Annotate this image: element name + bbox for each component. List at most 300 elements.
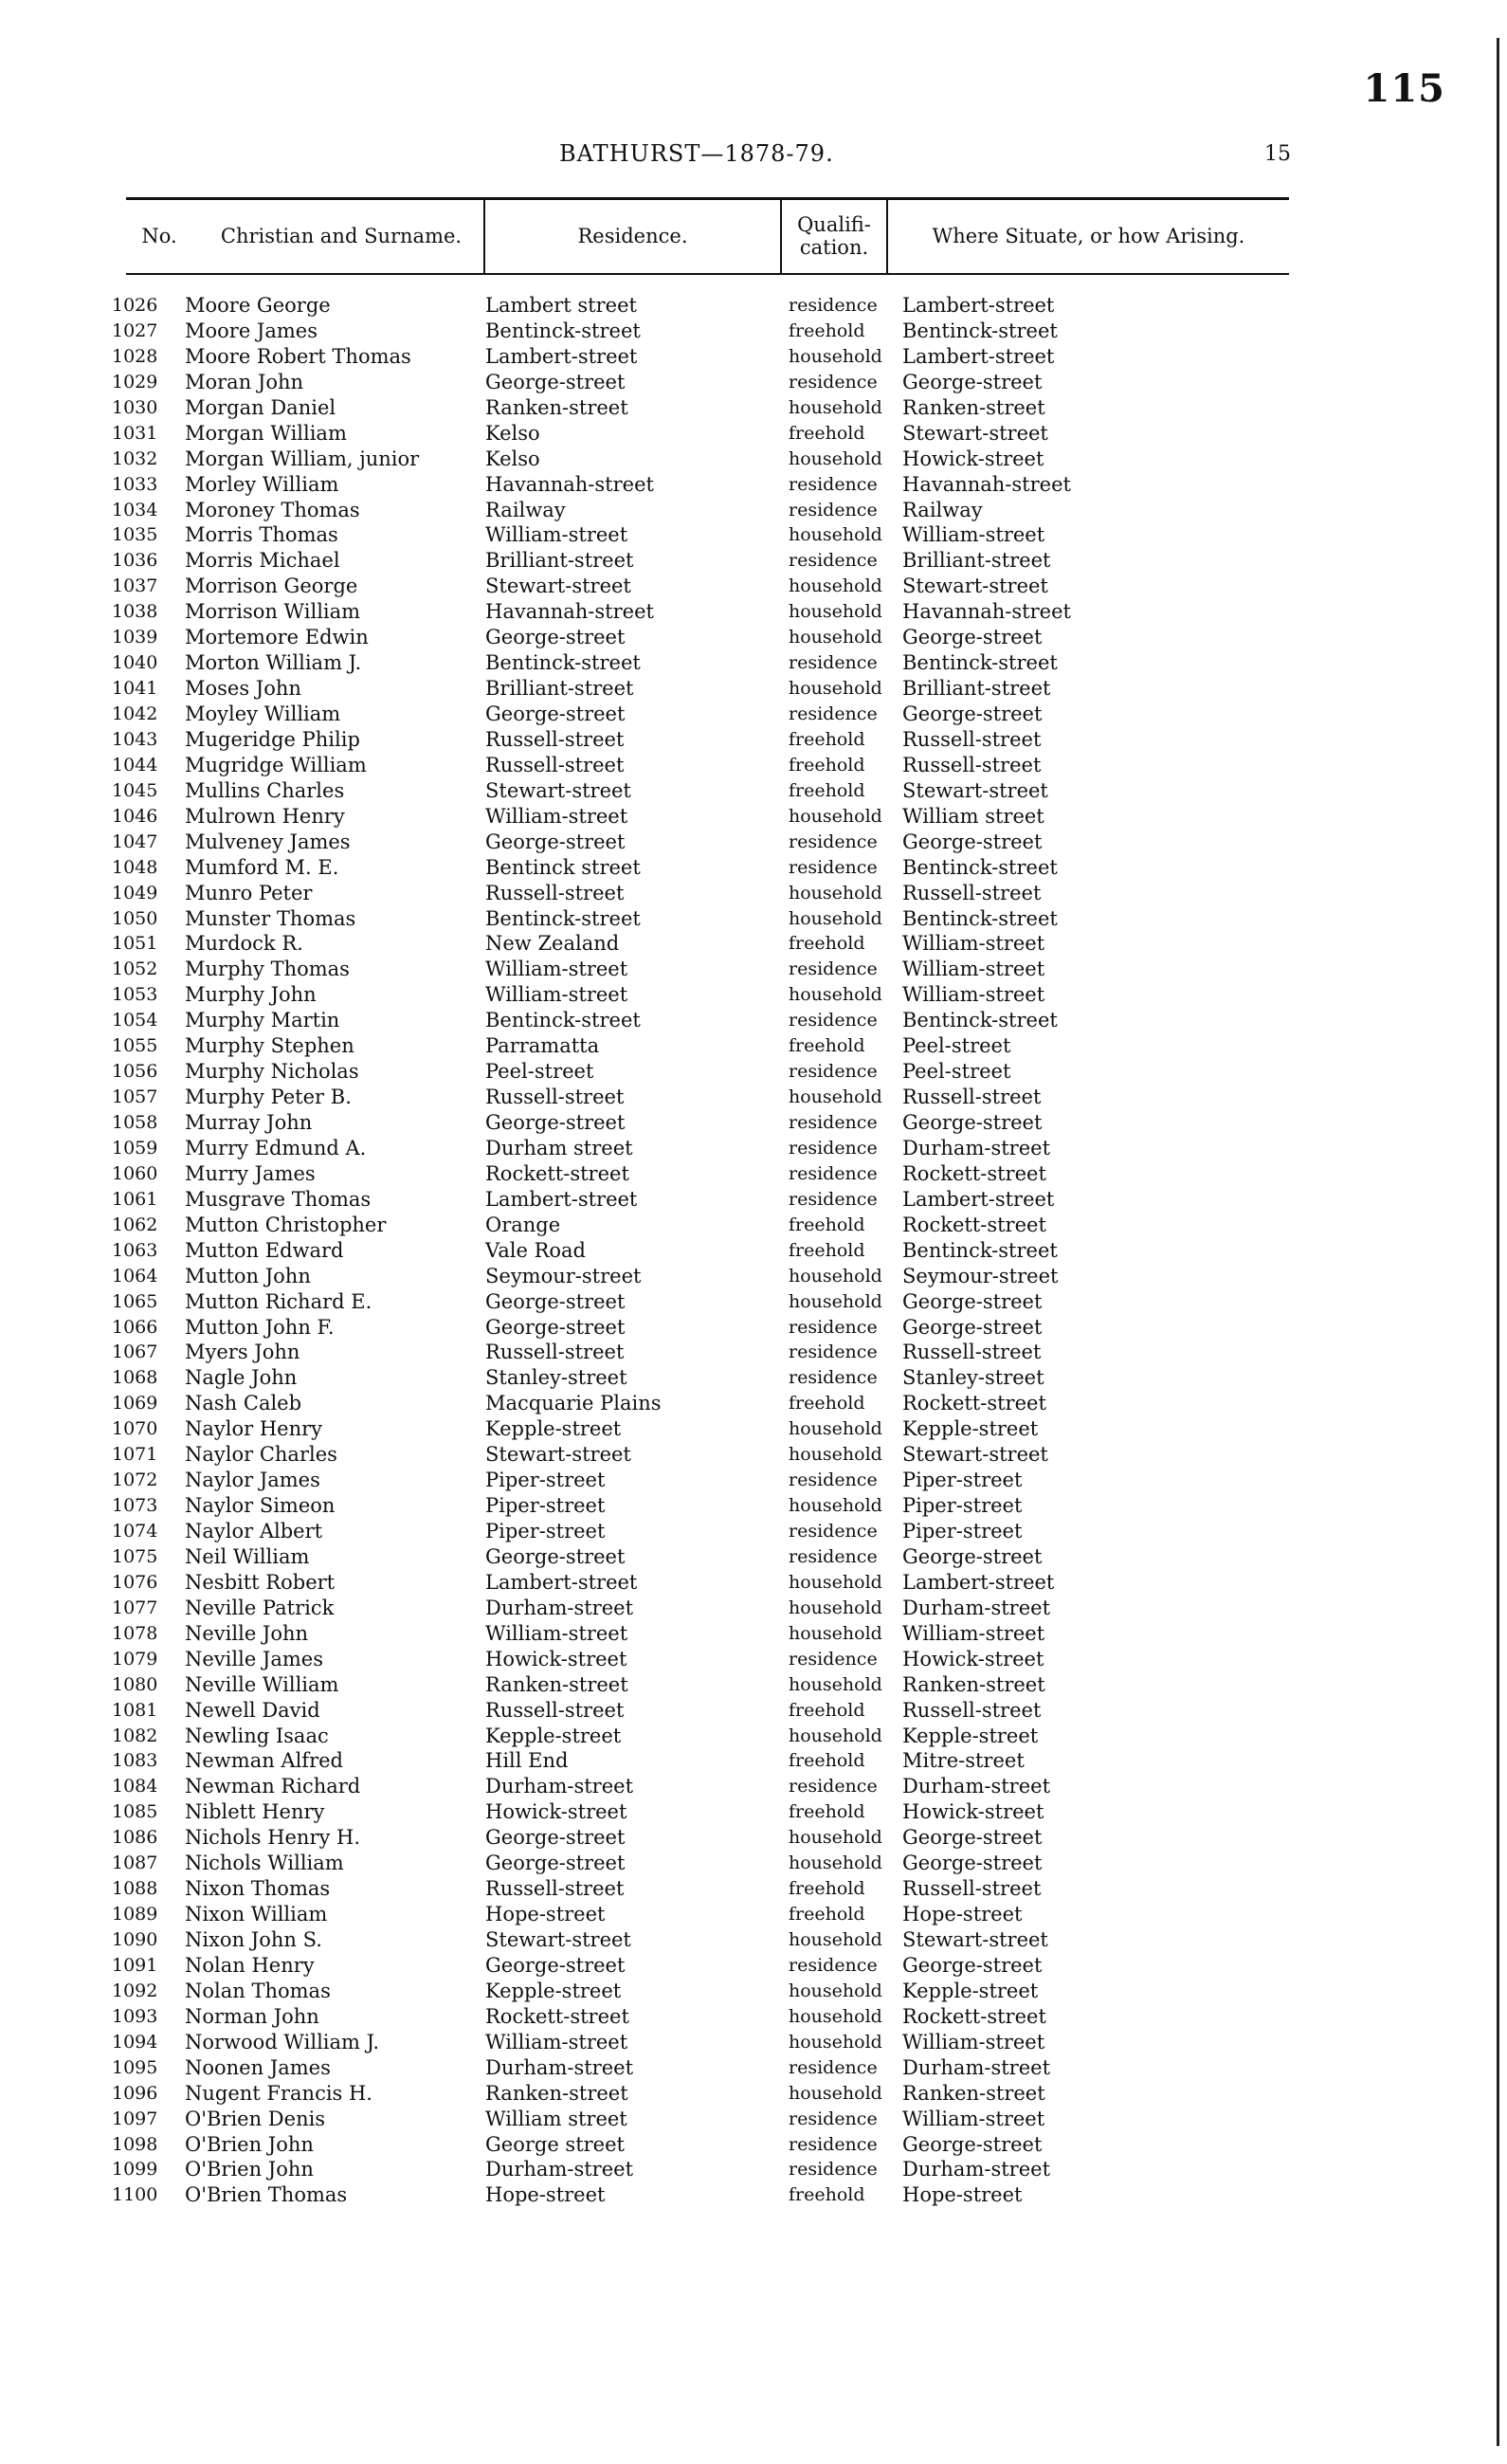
entry-number: 1056 — [112, 1061, 158, 1083]
entry-qualification: household — [789, 984, 882, 1006]
entry-name: Moran John — [185, 370, 304, 393]
entry-where-situate: Havannah-street — [902, 600, 1071, 624]
table-row — [112, 344, 1287, 370]
entry-name: Murphy Thomas — [185, 958, 350, 981]
entry-name: Myers John — [185, 1341, 300, 1364]
entry-qualification: freehold — [789, 1904, 865, 1926]
entry-where-situate: Brilliant-street — [902, 677, 1051, 701]
entry-number: 1070 — [112, 1418, 158, 1440]
entry-where-situate: Kepple-street — [902, 1979, 1039, 2002]
entry-qualification: household — [789, 1086, 882, 1108]
entry-number: 1077 — [112, 1597, 158, 1618]
table-row — [112, 1365, 1287, 1391]
entry-residence: Kepple-street — [485, 1724, 622, 1747]
entry-where-situate: George-street — [902, 703, 1043, 725]
entry-qualification: residence — [789, 1545, 878, 1567]
entry-where-situate: George-street — [902, 626, 1043, 649]
entry-number: 1082 — [112, 1725, 158, 1746]
entry-residence: George-street — [485, 1111, 626, 1134]
entry-qualification: residence — [789, 2108, 878, 2129]
table-row — [112, 2030, 1287, 2055]
entry-number: 1097 — [112, 2108, 158, 2129]
entry-where-situate: George-street — [902, 1289, 1043, 1313]
entry-name: Naylor Charles — [185, 1443, 337, 1467]
table-row — [112, 1289, 1287, 1315]
entry-residence: Russell-street — [485, 1086, 625, 1109]
entry-qualification: residence — [789, 1521, 878, 1542]
table-row — [112, 1519, 1287, 1544]
entry-residence: Russell-street — [485, 1341, 625, 1364]
table-row — [112, 548, 1287, 574]
entry-residence: Howick-street — [485, 1647, 627, 1670]
entry-where-situate: Rockett-street — [902, 2004, 1046, 2028]
table-row — [112, 1724, 1287, 1749]
entry-name: Murphy Martin — [185, 1009, 340, 1032]
entry-where-situate: Bentinck-street — [902, 319, 1058, 342]
entry-where-situate: Durham-street — [902, 1136, 1051, 1159]
table-row — [112, 293, 1287, 319]
entry-name: Morley William — [185, 472, 339, 496]
entry-residence: Rockett-street — [485, 2004, 629, 2028]
entry-residence: William-street — [485, 2030, 628, 2053]
entry-name: Moore George — [185, 294, 331, 317]
entry-qualification: residence — [789, 1954, 878, 1976]
entry-where-situate: Piper-street — [902, 1494, 1023, 1518]
entry-residence: George-street — [485, 1953, 626, 1977]
entry-number: 1027 — [112, 319, 158, 341]
entry-name: Naylor James — [185, 1469, 320, 1492]
entry-number: 1033 — [112, 473, 158, 495]
entry-qualification: residence — [789, 1162, 878, 1184]
entry-number: 1029 — [112, 371, 158, 392]
entry-qualification: residence — [789, 1469, 878, 1491]
entry-residence: George street — [485, 2132, 625, 2156]
entry-residence: George-street — [485, 626, 626, 649]
table-row — [112, 1340, 1287, 1365]
entry-name: Nixon Thomas — [185, 1877, 331, 1901]
entry-name: Nolan Henry — [185, 1953, 315, 1977]
entry-name: O'Brien John — [185, 2132, 314, 2156]
entry-name: Morrison William — [185, 600, 361, 624]
entry-number: 1044 — [112, 754, 158, 776]
entry-name: Murray John — [185, 1111, 313, 1134]
entry-number: 1028 — [112, 345, 158, 367]
entry-where-situate: William-street — [902, 523, 1045, 547]
table-row — [112, 2081, 1287, 2107]
header-residence: Residence. — [577, 225, 688, 247]
entry-residence: Russell-street — [485, 1877, 625, 1901]
table-row — [112, 1544, 1287, 1570]
entry-qualification: freehold — [789, 1393, 865, 1415]
entry-name: Naylor Albert — [185, 1520, 323, 1542]
entry-qualification: residence — [789, 2056, 878, 2078]
entry-where-situate: Stanley-street — [902, 1366, 1044, 1390]
entry-qualification: freehold — [789, 1699, 865, 1721]
table-row — [112, 855, 1287, 881]
table-row — [112, 421, 1287, 447]
entry-name: Nolan Thomas — [185, 1979, 331, 2002]
table-row — [112, 1493, 1287, 1519]
entry-number: 1066 — [112, 1316, 158, 1338]
entry-name: Morris Thomas — [185, 523, 338, 547]
table-row — [112, 1570, 1287, 1596]
entry-qualification: residence — [789, 1061, 878, 1083]
entry-qualification: household — [789, 882, 882, 903]
entry-residence: Hope-street — [485, 2183, 606, 2207]
table-row — [112, 472, 1287, 498]
entry-where-situate: Bentinck-street — [902, 1009, 1058, 1032]
entry-number: 1085 — [112, 1801, 158, 1823]
entry-where-situate: Durham-street — [902, 2158, 1051, 2181]
entry-number: 1053 — [112, 984, 158, 1006]
table-row — [112, 1161, 1287, 1187]
entry-where-situate: George-street — [902, 370, 1043, 393]
entry-qualification: residence — [789, 856, 878, 878]
entry-where-situate: Howick-street — [902, 1800, 1044, 1824]
entry-number: 1099 — [112, 2159, 158, 2181]
entry-qualification: freehold — [789, 422, 865, 444]
entry-name: Neville Patrick — [185, 1596, 335, 1619]
entry-name: Murry James — [185, 1161, 316, 1185]
entry-name: Morgan William, junior — [185, 447, 420, 470]
entry-where-situate: Ranken-street — [902, 1672, 1045, 1696]
entry-where-situate: William-street — [902, 983, 1045, 1007]
entry-where-situate: Durham-street — [902, 2055, 1051, 2079]
entry-residence: Seymour-street — [485, 1264, 642, 1287]
table-row — [112, 1059, 1287, 1085]
entry-name: Moore Robert Thomas — [185, 344, 411, 368]
entry-qualification: household — [789, 1571, 882, 1593]
entry-qualification: household — [789, 805, 882, 827]
entry-qualification: residence — [789, 499, 878, 520]
entry-residence: Orange — [485, 1213, 561, 1236]
entry-residence: William-street — [485, 1621, 628, 1645]
entry-qualification: household — [789, 1853, 882, 1874]
entry-residence: Peel-street — [485, 1060, 594, 1084]
entry-qualification: household — [789, 1622, 882, 1644]
entry-qualification: household — [789, 1290, 882, 1312]
entry-residence: Brilliant-street — [485, 677, 634, 701]
entry-where-situate: Stewart-street — [902, 1928, 1048, 1951]
table-row — [112, 319, 1287, 344]
table-row — [112, 1927, 1287, 1953]
table-row — [112, 1774, 1287, 1799]
entry-residence: Parramatta — [485, 1034, 600, 1058]
table-row — [112, 676, 1287, 702]
entry-where-situate: Havannah-street — [902, 472, 1071, 496]
entry-residence: William-street — [485, 523, 628, 547]
entry-name: Nixon John S. — [185, 1928, 322, 1951]
entry-name: Mulveney James — [185, 830, 351, 853]
entry-qualification: residence — [789, 295, 878, 316]
entry-residence: Kelso — [485, 447, 540, 470]
entry-number: 1038 — [112, 601, 158, 623]
entry-number: 1100 — [112, 2184, 158, 2206]
entry-number: 1043 — [112, 728, 158, 750]
entry-residence: William street — [485, 2107, 627, 2130]
entry-name: Munro Peter — [185, 881, 313, 904]
entry-name: Moyley William — [185, 703, 341, 725]
entry-where-situate: Russell-street — [902, 1698, 1042, 1722]
entry-where-situate: George-street — [902, 1953, 1043, 1977]
entry-where-situate: George-street — [902, 1544, 1043, 1568]
entry-where-situate: George-street — [902, 830, 1043, 853]
entry-residence: Bentinck-street — [485, 319, 641, 342]
entry-residence: George-street — [485, 1289, 626, 1313]
entry-number: 1030 — [112, 396, 158, 418]
entry-where-situate: Piper-street — [902, 1520, 1023, 1542]
entry-qualification: household — [789, 627, 882, 648]
entry-number: 1037 — [112, 575, 158, 597]
entry-name: Neville William — [185, 1672, 339, 1696]
entry-where-situate: Railway — [902, 498, 983, 521]
table-row — [112, 1391, 1287, 1416]
entry-qualification: residence — [789, 371, 878, 392]
entry-residence: George-street — [485, 1544, 626, 1568]
table-row — [112, 1468, 1287, 1493]
table-row — [112, 1647, 1287, 1672]
entry-residence: Hill End — [485, 1749, 569, 1773]
header-qualification-line2: cation. — [799, 236, 869, 259]
entry-residence: Kepple-street — [485, 1417, 622, 1441]
entry-residence: Stewart-street — [485, 778, 631, 802]
entry-name: Niblett Henry — [185, 1800, 325, 1824]
table-row — [112, 1876, 1287, 1902]
entry-number: 1095 — [112, 2056, 158, 2078]
entry-qualification: household — [789, 524, 882, 546]
table-row — [112, 830, 1287, 855]
entry-where-situate: Hope-street — [902, 2183, 1023, 2207]
table-row — [112, 982, 1287, 1008]
table-row — [112, 1672, 1287, 1698]
entry-qualification: household — [789, 601, 882, 623]
entry-number: 1072 — [112, 1469, 158, 1491]
table-row — [112, 804, 1287, 830]
entry-name: Murphy Peter B. — [185, 1086, 352, 1109]
entry-where-situate: Brilliant-street — [902, 549, 1051, 573]
entry-name: Nixon William — [185, 1903, 328, 1926]
entry-name: Newling Isaac — [185, 1724, 329, 1747]
entry-number: 1026 — [112, 295, 158, 316]
entry-number: 1032 — [112, 447, 158, 469]
entry-number: 1079 — [112, 1648, 158, 1670]
table-row — [112, 727, 1287, 753]
entry-number: 1088 — [112, 1878, 158, 1900]
entry-number: 1054 — [112, 1010, 158, 1031]
entry-where-situate: Kepple-street — [902, 1724, 1039, 1747]
entry-name: O'Brien John — [185, 2158, 314, 2181]
entry-number: 1063 — [112, 1239, 158, 1261]
entry-residence: Durham-street — [485, 1596, 634, 1619]
table-row — [112, 395, 1287, 421]
table-row — [112, 1799, 1287, 1825]
entry-qualification: residence — [789, 958, 878, 980]
entry-where-situate: George-street — [902, 1852, 1043, 1875]
entry-name: Norman John — [185, 2004, 319, 2028]
page-number: 15 — [1264, 142, 1291, 166]
entry-where-situate: Rockett-street — [902, 1392, 1046, 1415]
header-qualification-line1: Qualifi- — [797, 213, 871, 236]
entry-residence: Piper-street — [485, 1520, 606, 1542]
entry-number: 1036 — [112, 550, 158, 572]
entry-where-situate: George-street — [902, 1315, 1043, 1339]
entry-where-situate: Stewart-street — [902, 1443, 1048, 1467]
header-name: Christian and Surname. — [220, 225, 463, 247]
entry-qualification: freehold — [789, 933, 865, 955]
entry-residence: Kelso — [485, 421, 540, 445]
table-row — [112, 1825, 1287, 1851]
entry-where-situate: Peel-street — [902, 1034, 1011, 1058]
entry-qualification: household — [789, 1418, 882, 1440]
entry-qualification: household — [789, 1673, 882, 1695]
entry-residence: Macquarie Plains — [485, 1392, 662, 1415]
entry-where-situate: Lambert-street — [902, 1570, 1055, 1594]
entry-residence: Durham-street — [485, 1775, 634, 1798]
entry-where-situate: Howick-street — [902, 1647, 1044, 1670]
entry-name: Nagle John — [185, 1366, 298, 1390]
entry-number: 1094 — [112, 2031, 158, 2053]
entry-number: 1069 — [112, 1393, 158, 1415]
entry-qualification: household — [789, 1929, 882, 1950]
entry-residence: Stewart-street — [485, 575, 631, 598]
entry-qualification: household — [789, 907, 882, 929]
entry-residence: Durham street — [485, 1136, 633, 1159]
table-row — [112, 599, 1287, 625]
entry-number: 1031 — [112, 422, 158, 444]
entry-where-situate: Russell-street — [902, 881, 1042, 904]
entry-residence: Bentinck-street — [485, 651, 641, 675]
entry-residence: George-street — [485, 830, 626, 853]
entry-qualification: household — [789, 2082, 882, 2104]
entry-number: 1042 — [112, 703, 158, 724]
entry-name: Morgan William — [185, 421, 347, 445]
entry-residence: George-street — [485, 370, 626, 393]
entry-number: 1052 — [112, 958, 158, 980]
entry-residence: William-street — [485, 804, 628, 828]
entry-qualification: residence — [789, 473, 878, 495]
entry-where-situate: Russell-street — [902, 1341, 1042, 1364]
entry-name: Nash Caleb — [185, 1392, 302, 1415]
table-row — [112, 574, 1287, 599]
entry-residence: New Zealand — [485, 932, 620, 956]
entry-residence: Brilliant-street — [485, 549, 634, 573]
entry-name: Newman Richard — [185, 1775, 361, 1798]
entry-qualification: household — [789, 575, 882, 597]
entry-name: Nesbitt Robert — [185, 1570, 336, 1594]
entry-name: Mullins Charles — [185, 778, 345, 802]
entry-name: Murphy Stephen — [185, 1034, 354, 1058]
entry-residence: Lambert-street — [485, 1187, 638, 1211]
entry-where-situate: William-street — [902, 932, 1045, 956]
table-row — [112, 2107, 1287, 2132]
entry-name: Murdock R. — [185, 932, 303, 956]
entry-name: Naylor Henry — [185, 1417, 323, 1441]
entry-qualification: freehold — [789, 728, 865, 750]
entry-qualification: household — [789, 1827, 882, 1849]
entry-residence: Piper-street — [485, 1494, 606, 1518]
entry-name: Mumford M. E. — [185, 855, 339, 879]
entry-where-situate: George-street — [902, 2132, 1043, 2156]
entry-number: 1090 — [112, 1929, 158, 1950]
table-header-rule — [126, 273, 1289, 275]
entry-qualification: household — [789, 396, 882, 418]
entry-where-situate: Rockett-street — [902, 1213, 1046, 1236]
table-row — [112, 498, 1287, 523]
entry-number: 1084 — [112, 1776, 158, 1798]
entry-number: 1068 — [112, 1367, 158, 1389]
entry-number: 1067 — [112, 1342, 158, 1363]
entry-number: 1061 — [112, 1188, 158, 1210]
header-no: No. — [141, 225, 177, 247]
table-row — [112, 1136, 1287, 1161]
entry-residence: Howick-street — [485, 1800, 627, 1824]
entry-number: 1092 — [112, 1980, 158, 2001]
entry-number: 1074 — [112, 1521, 158, 1542]
entry-qualification: freehold — [789, 1035, 865, 1057]
entry-residence: George-street — [485, 703, 626, 725]
entry-where-situate: Howick-street — [902, 447, 1044, 470]
entry-qualification: residence — [789, 2159, 878, 2181]
entry-qualification: residence — [789, 1137, 878, 1159]
entry-number: 1034 — [112, 499, 158, 520]
entry-number: 1051 — [112, 933, 158, 955]
entry-number: 1046 — [112, 805, 158, 827]
entry-name: Neil William — [185, 1544, 310, 1568]
entry-name: Mortemore Edwin — [185, 626, 369, 649]
entry-where-situate: Russell-street — [902, 1086, 1042, 1109]
entry-name: Norwood William J. — [185, 2030, 380, 2053]
table-row — [112, 1442, 1287, 1468]
entry-name: Mulrown Henry — [185, 804, 345, 828]
entry-qualification: residence — [789, 1316, 878, 1338]
entry-residence: Russell-street — [485, 1698, 625, 1722]
table-row — [112, 2182, 1287, 2208]
table-row — [112, 931, 1287, 957]
table-row — [112, 957, 1287, 982]
entry-name: Neville James — [185, 1647, 323, 1670]
entry-where-situate: Bentinck-street — [902, 906, 1058, 930]
entry-number: 1060 — [112, 1162, 158, 1184]
entry-residence: Hope-street — [485, 1903, 606, 1926]
entry-number: 1093 — [112, 2005, 158, 2027]
entry-residence: William-street — [485, 983, 628, 1007]
entry-residence: Vale Road — [485, 1238, 586, 1262]
entry-qualification: residence — [789, 1776, 878, 1798]
table-row — [112, 1748, 1287, 1774]
entry-qualification: freehold — [789, 1750, 865, 1772]
entry-residence: Havannah-street — [485, 472, 654, 496]
entry-number: 1075 — [112, 1545, 158, 1567]
table-row — [112, 906, 1287, 932]
entry-residence: Piper-street — [485, 1469, 606, 1492]
entry-qualification: household — [789, 1265, 882, 1287]
entry-number: 1057 — [112, 1086, 158, 1108]
entry-name: Mutton John — [185, 1264, 311, 1287]
entry-where-situate: Hope-street — [902, 1903, 1023, 1926]
entry-number: 1083 — [112, 1750, 158, 1772]
entry-qualification: freehold — [789, 754, 865, 776]
entry-residence: Russell-street — [485, 753, 625, 776]
entry-residence: Bentinck-street — [485, 906, 641, 930]
entry-residence: Durham-street — [485, 2055, 634, 2079]
entry-residence: George-street — [485, 1315, 626, 1339]
entry-residence: Bentinck-street — [485, 1009, 641, 1032]
entry-name: Moroney Thomas — [185, 498, 360, 521]
entry-residence: Ranken-street — [485, 2081, 628, 2105]
table-row — [112, 753, 1287, 778]
entry-where-situate: Russell-street — [902, 753, 1042, 776]
entry-name: O'Brien Denis — [185, 2107, 326, 2130]
